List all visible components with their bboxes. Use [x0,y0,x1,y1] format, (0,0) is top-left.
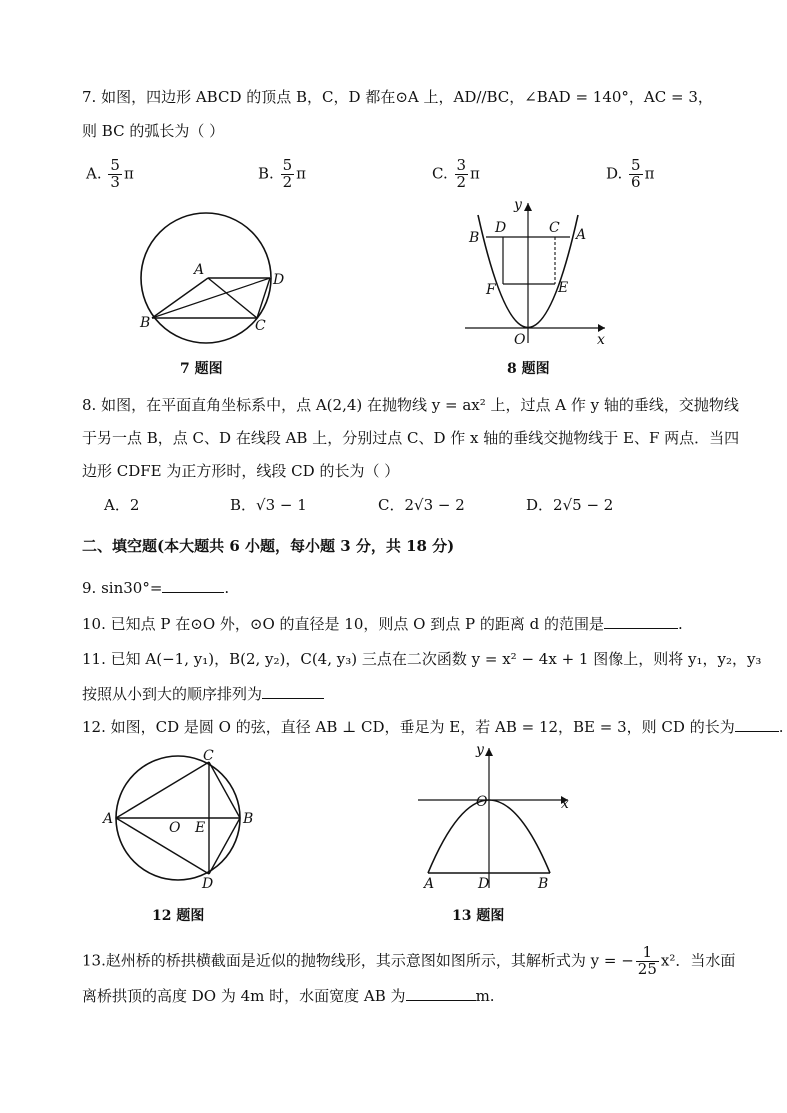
q7-label-d: D [273,272,285,288]
q8-label-b: B [469,230,480,246]
q8-label-f: F [486,282,496,298]
q12-label-d: D [202,876,214,892]
q13-label-b: B [538,876,549,892]
section-heading: 二、填空题(本大题共 6 小题，每小题 3 分，共 18 分) [82,537,455,555]
q13-label-x: x [561,796,569,812]
q8-line3: 边形 CDFE 为正方形时，线段 CD 的长为（ ） [82,462,400,480]
q12-label-c: C [203,748,214,764]
q8-option-c: C．2√3 − 2 [378,496,465,514]
q7-label-a: A [194,262,205,278]
q13-label-o: O [476,794,488,810]
q13-line1: 13.赵州桥的桥拱横截面是近似的抛物线形，其示意图如图所示，其解析式为 y = − $\frac{1}{25}$ x²．当水面 [82,943,736,978]
q12-line1: 12. 如图，CD 是圆 O 的弦，直径 AB ⊥ CD，垂足为 E，若 AB = 12，BE = 3，则 CD 的长为 . [82,718,784,736]
q7-line1: 7. 如图，四边形 ABCD 的顶点 B，C，D 都在⊙A 上，AD//BC，∠BAD = 140°，AC = 3， [82,88,713,106]
q8-label-x: x [597,332,605,348]
q12-caption: 12 题图 [152,908,205,924]
q8-option-b: B．√3 − 1 [230,496,307,514]
q7-caption: 7 题图 [180,361,223,377]
q8-option-d: D．2√5 − 2 [526,496,614,514]
q13-label-d: D [478,876,490,892]
q8-figure [455,195,615,350]
q8-label-a: A [576,227,587,243]
q8-line2: 于另一点 B，点 C、D 在线段 AB 上，分别过点 C、D 作 x 轴的垂线交抛物线于 E、F 两点．当四 [82,429,740,447]
q7-figure [130,205,300,355]
q12-label-e: E [195,820,206,836]
q13-label-a: A [424,876,435,892]
q7-option-c: C. $\frac{3}{2}$ π [432,156,480,191]
q11-line1: 11. 已知 A(−1, y₁)，B(2, y₂)，C(4, y₃) 三点在二次函数 y = x² − 4x + 1 图像上，则将 y₁，y₂，y₃ [82,650,762,668]
q7-label-c: C [255,318,266,334]
q12-label-o: O [169,820,181,836]
q12-figure [100,748,260,893]
q7-option-b: B. $\frac{5}{2}$ π [258,156,306,191]
q13-caption: 13 题图 [452,908,505,924]
q7-label-b: B [140,315,151,331]
q7-option-a: A. $\frac{5}{3}$ π [86,156,134,191]
q8-option-a: A．2 [104,496,140,514]
q8-label-d: D [495,220,507,236]
q7-line2: 则 BC 的弧长为（ ） [82,122,225,140]
q12-label-a: A [103,811,114,827]
q13-line2: 离桥拱顶的高度 DO 为 4m 时，水面宽度 AB 为 m. [82,987,495,1005]
q8-caption: 8 题图 [507,361,550,377]
q12-label-b: B [243,811,254,827]
q8-label-c: C [549,220,560,236]
q8-line1: 8. 如图，在平面直角坐标系中，点 A(2,4) 在抛物线 y = ax² 上，过点 A 作 y 轴的垂线，交抛物线 [82,396,739,414]
q13-label-y: y [476,742,484,758]
q8-label-y: y [514,197,522,213]
q7-option-d: D. $\frac{5}{6}$ π [606,156,655,191]
q13-figure [410,740,580,895]
q9-text: 9. sin30°= . [82,579,230,597]
q11-line2: 按照从小到大的顺序排列为 [82,683,324,704]
q10-text: 10. 已知点 P 在⊙O 外，⊙O 的直径是 10，则点 O 到点 P 的距离 d 的范围是 . [82,615,683,633]
q8-label-o: O [514,332,526,348]
q8-label-e: E [558,280,569,296]
